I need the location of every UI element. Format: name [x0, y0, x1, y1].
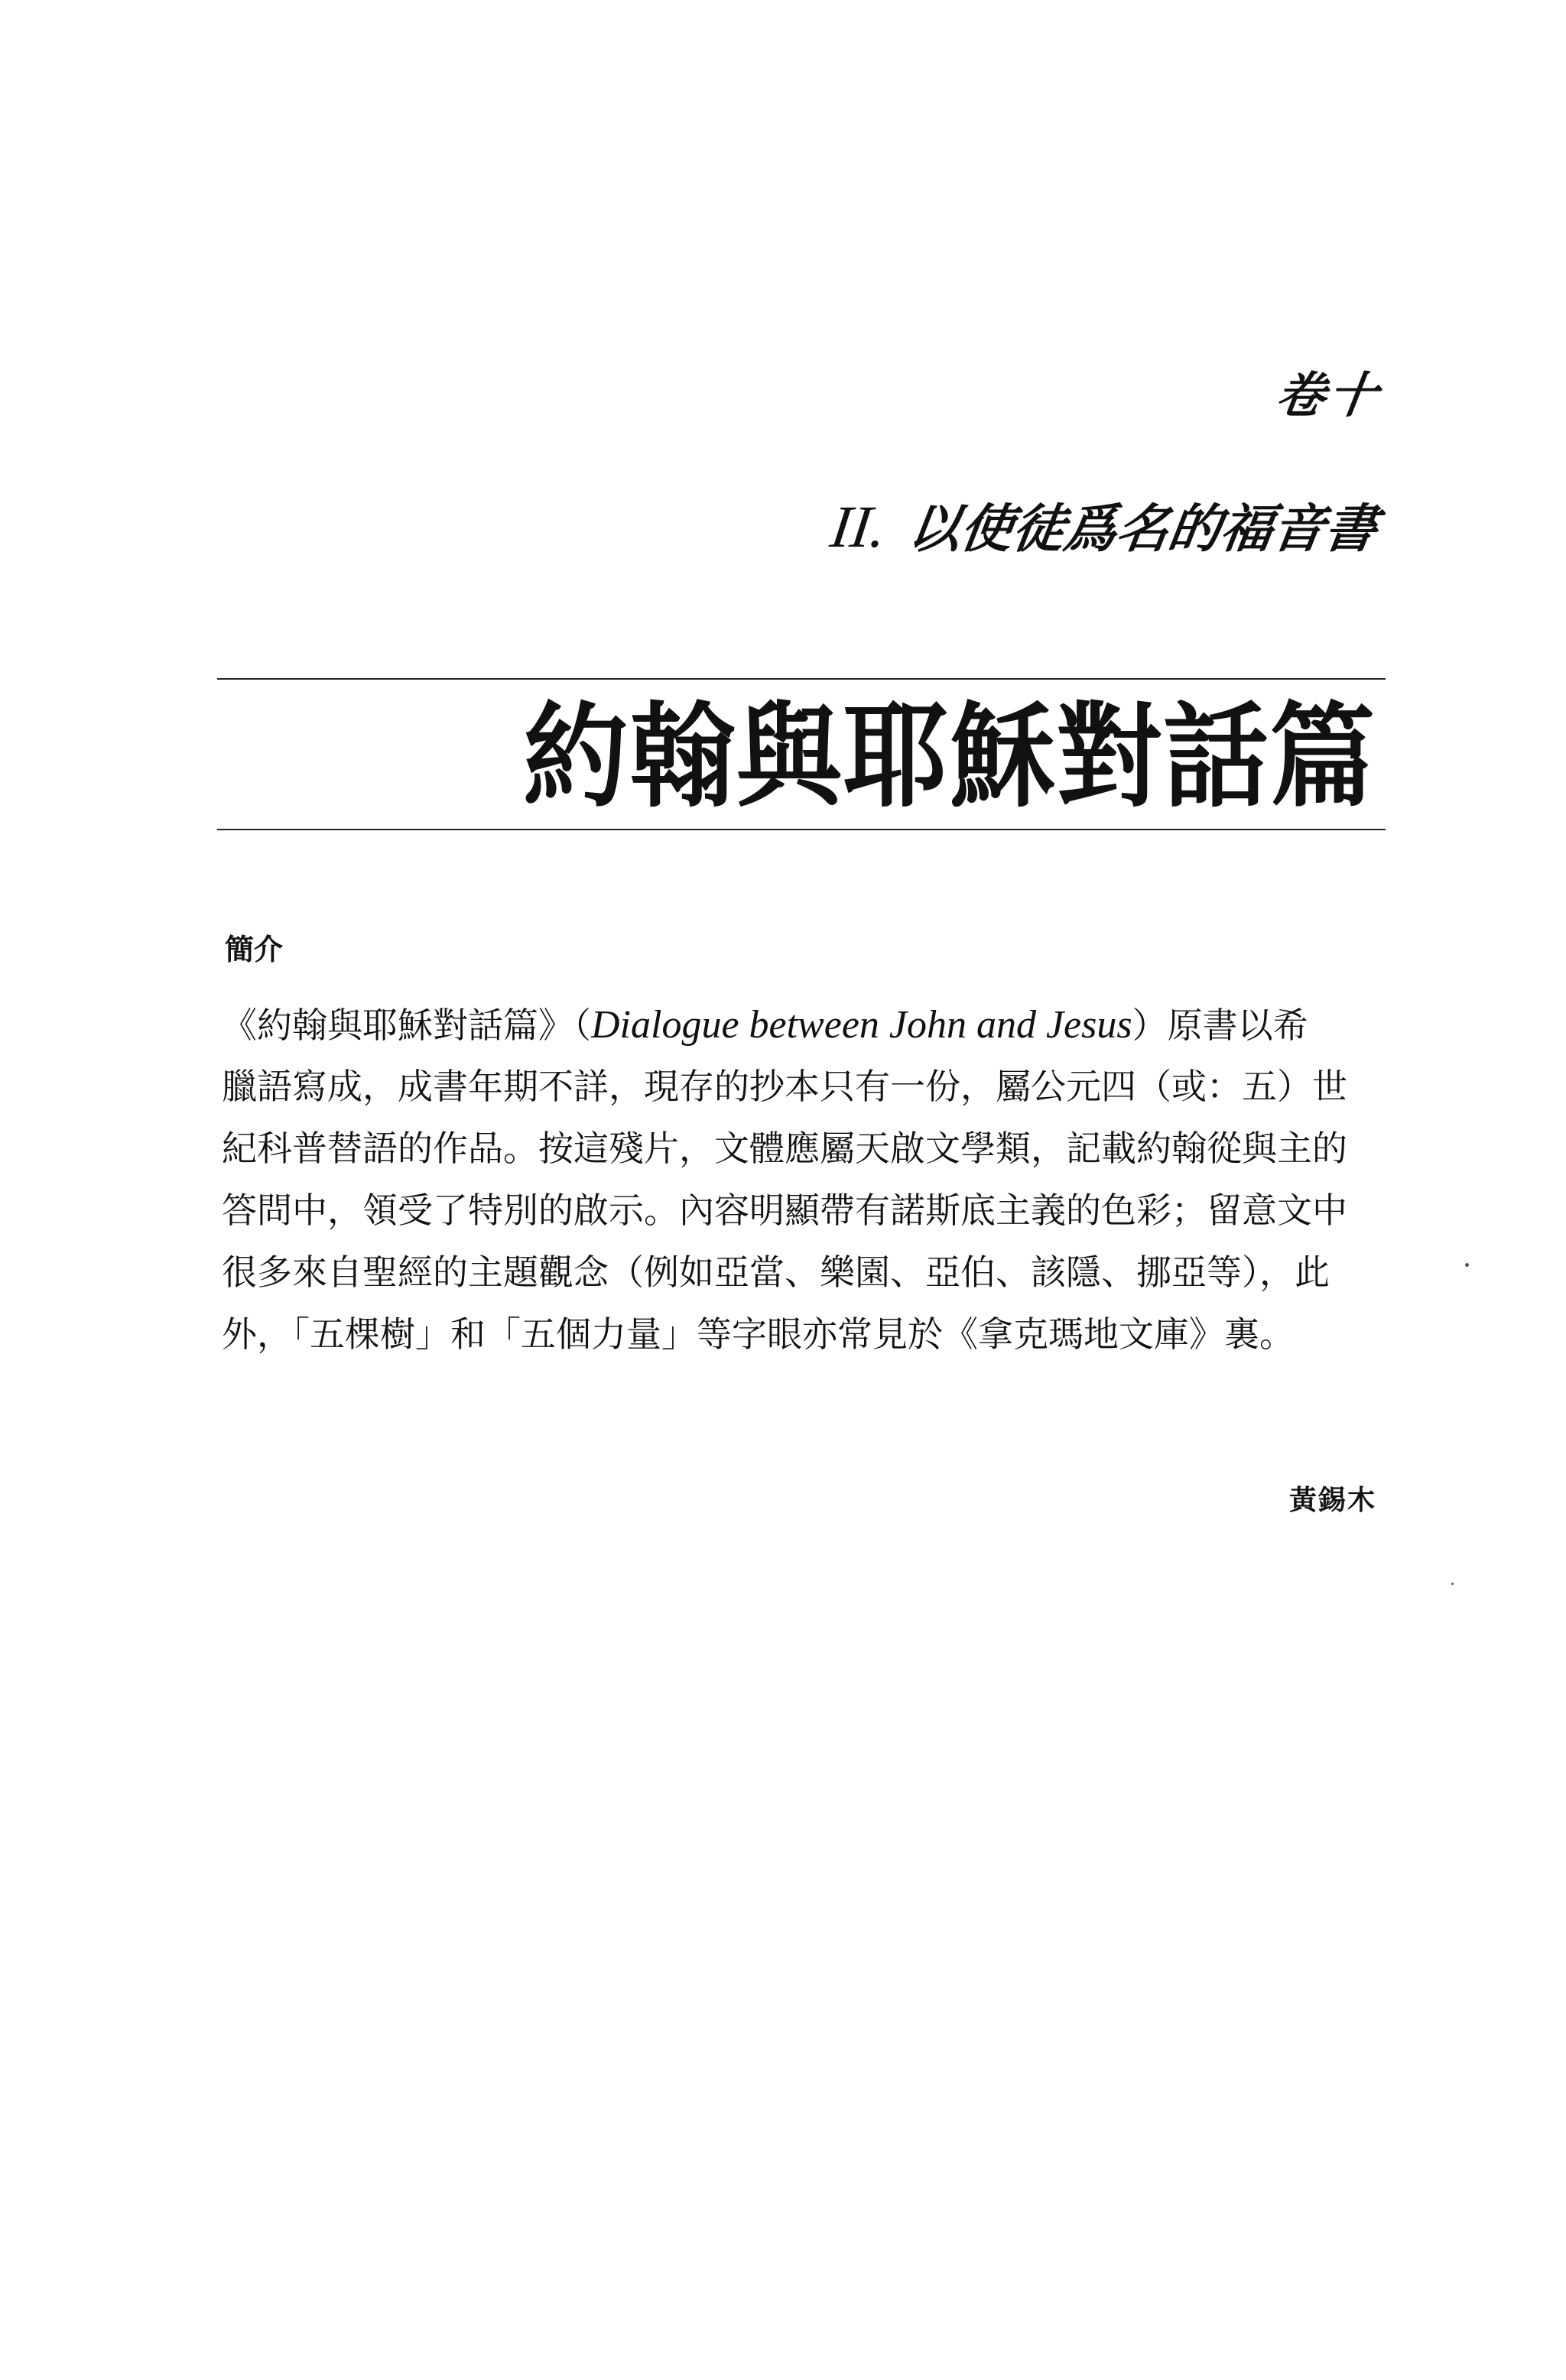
- author-name: 黃錫木: [1288, 1485, 1376, 1516]
- document-title: 約翰與耶穌對話篇: [523, 691, 1376, 823]
- intro-paragraph: [222, 994, 1384, 1365]
- scan-speck: [1465, 1263, 1469, 1267]
- title-rule-bottom: [217, 829, 1386, 830]
- section-heading: [826, 492, 1382, 564]
- line-text-pre: 《約翰與耶穌對話篇》（: [222, 1005, 591, 1046]
- intro-heading: 簡介: [225, 933, 284, 966]
- english-title: Dialogue between John and Jesus: [591, 1003, 1132, 1047]
- line-text-post: ）原書以希: [1132, 1005, 1308, 1046]
- paragraph-line: 臘語寫成，成書年期不詳，現存的抄本只有一份，屬公元四（或：五）世: [222, 1066, 1347, 1107]
- section-title: 以使徒爲名的福音書: [904, 499, 1381, 560]
- section-number: II.: [826, 493, 891, 560]
- paragraph-line: 答問中，領受了特別的啟示。內容明顯帶有諾斯底主義的色彩；留意文中: [222, 1190, 1347, 1231]
- title-rule-top: [217, 678, 1386, 680]
- scan-speck: [1451, 1583, 1454, 1585]
- paragraph-line: [222, 994, 1384, 1056]
- volume-label: 卷十: [1272, 368, 1385, 424]
- paragraph-line: 紀科普替語的作品。按這殘片，文體應屬天啟文學類，記載約翰從與主的: [222, 1128, 1347, 1169]
- paragraph-line: 很多來自聖經的主題觀念（例如亞當、樂園、亞伯、該隱、挪亞等），此: [222, 1252, 1330, 1293]
- paragraph-line: 外，「五棵樹」和「五個力量」等字眼亦常見於《拿克瑪地文庫》裏。: [222, 1313, 1295, 1355]
